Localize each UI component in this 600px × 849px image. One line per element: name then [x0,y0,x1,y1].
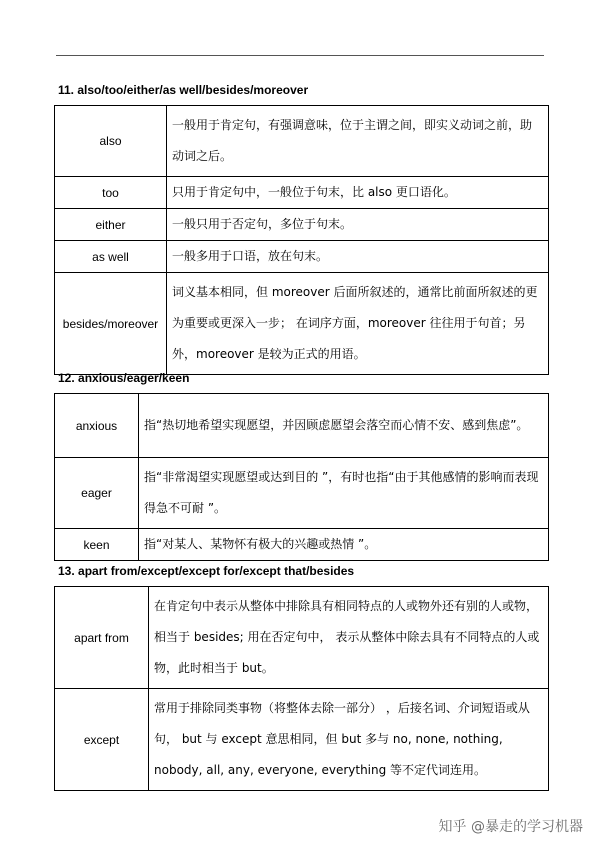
vocab-table [54,586,549,791]
section-title: 12. anxious/eager/keen [58,371,190,385]
description-cell: 只用于肯定句中，一般位于句末，比 also 更口语化。 [167,177,549,209]
table-row [55,209,549,241]
term-cell: apart from [55,587,149,689]
description-cell: 指“对某人、某物怀有极大的兴趣或热情 ”。 [139,529,549,561]
description-cell: 指“热切地希望实现愿望，并因顾虑愿望会落空而心情不安、感到焦虑”。 [139,394,549,458]
table-row [55,458,549,529]
term-cell: anxious [55,394,139,458]
section-title: 11. also/too/either/as well/besides/moreover [58,83,309,97]
description-cell: 指“非常渴望实现愿望或达到目的 ”，有时也指“由于其他感情的影响而表现得急不可耐 ”。 [139,458,549,529]
header-rule [56,55,544,56]
description-cell: 一般多用于口语，放在句末。 [167,241,549,273]
description-cell: 一般只用于否定句，多位于句末。 [167,209,549,241]
table-row [55,394,549,458]
table-row [55,529,549,561]
watermark: 知乎 @暴走的学习机器 [438,819,583,835]
term-cell: as well [55,241,167,273]
term-cell: besides/moreover [55,273,167,375]
description-cell: 一般用于肯定句，有强调意味，位于主谓之间，即实义动词之前，助动词之后。 [167,106,549,177]
table-row [55,273,549,375]
term-cell: except [55,689,149,791]
description-cell: 词义基本相同，但 moreover 后面所叙述的，通常比前面所叙述的更为重要或更深入一步； 在词序方面，moreover 往往用于句首；另外，moreover 是较为正式的用语。 [167,273,549,375]
table-row [55,587,549,689]
description-cell: 常用于排除同类事物（将整体去除一部分） ，后接名词、介词短语或从句， but 与 except 意思相同，但 but 多与 no, none, nothing, nobody, all, any, everyone, everything 等不定代词连用。 [149,689,549,791]
term-cell: too [55,177,167,209]
term-cell: eager [55,458,139,529]
table-row [55,241,549,273]
section-title: 13. apart from/except/except for/except that/besides [58,564,355,578]
table-row [55,689,549,791]
description-cell: 在肯定句中表示从整体中排除具有相同特点的人或物外还有别的人或物，相当于 besides; 用在否定句中， 表示从整体中除去具有不同特点的人或物，此时相当于 but。 [149,587,549,689]
term-cell: keen [55,529,139,561]
vocab-table [54,393,549,561]
vocab-table [54,105,549,375]
table-row [55,177,549,209]
term-cell: either [55,209,167,241]
term-cell: also [55,106,167,177]
table-row [55,106,549,177]
